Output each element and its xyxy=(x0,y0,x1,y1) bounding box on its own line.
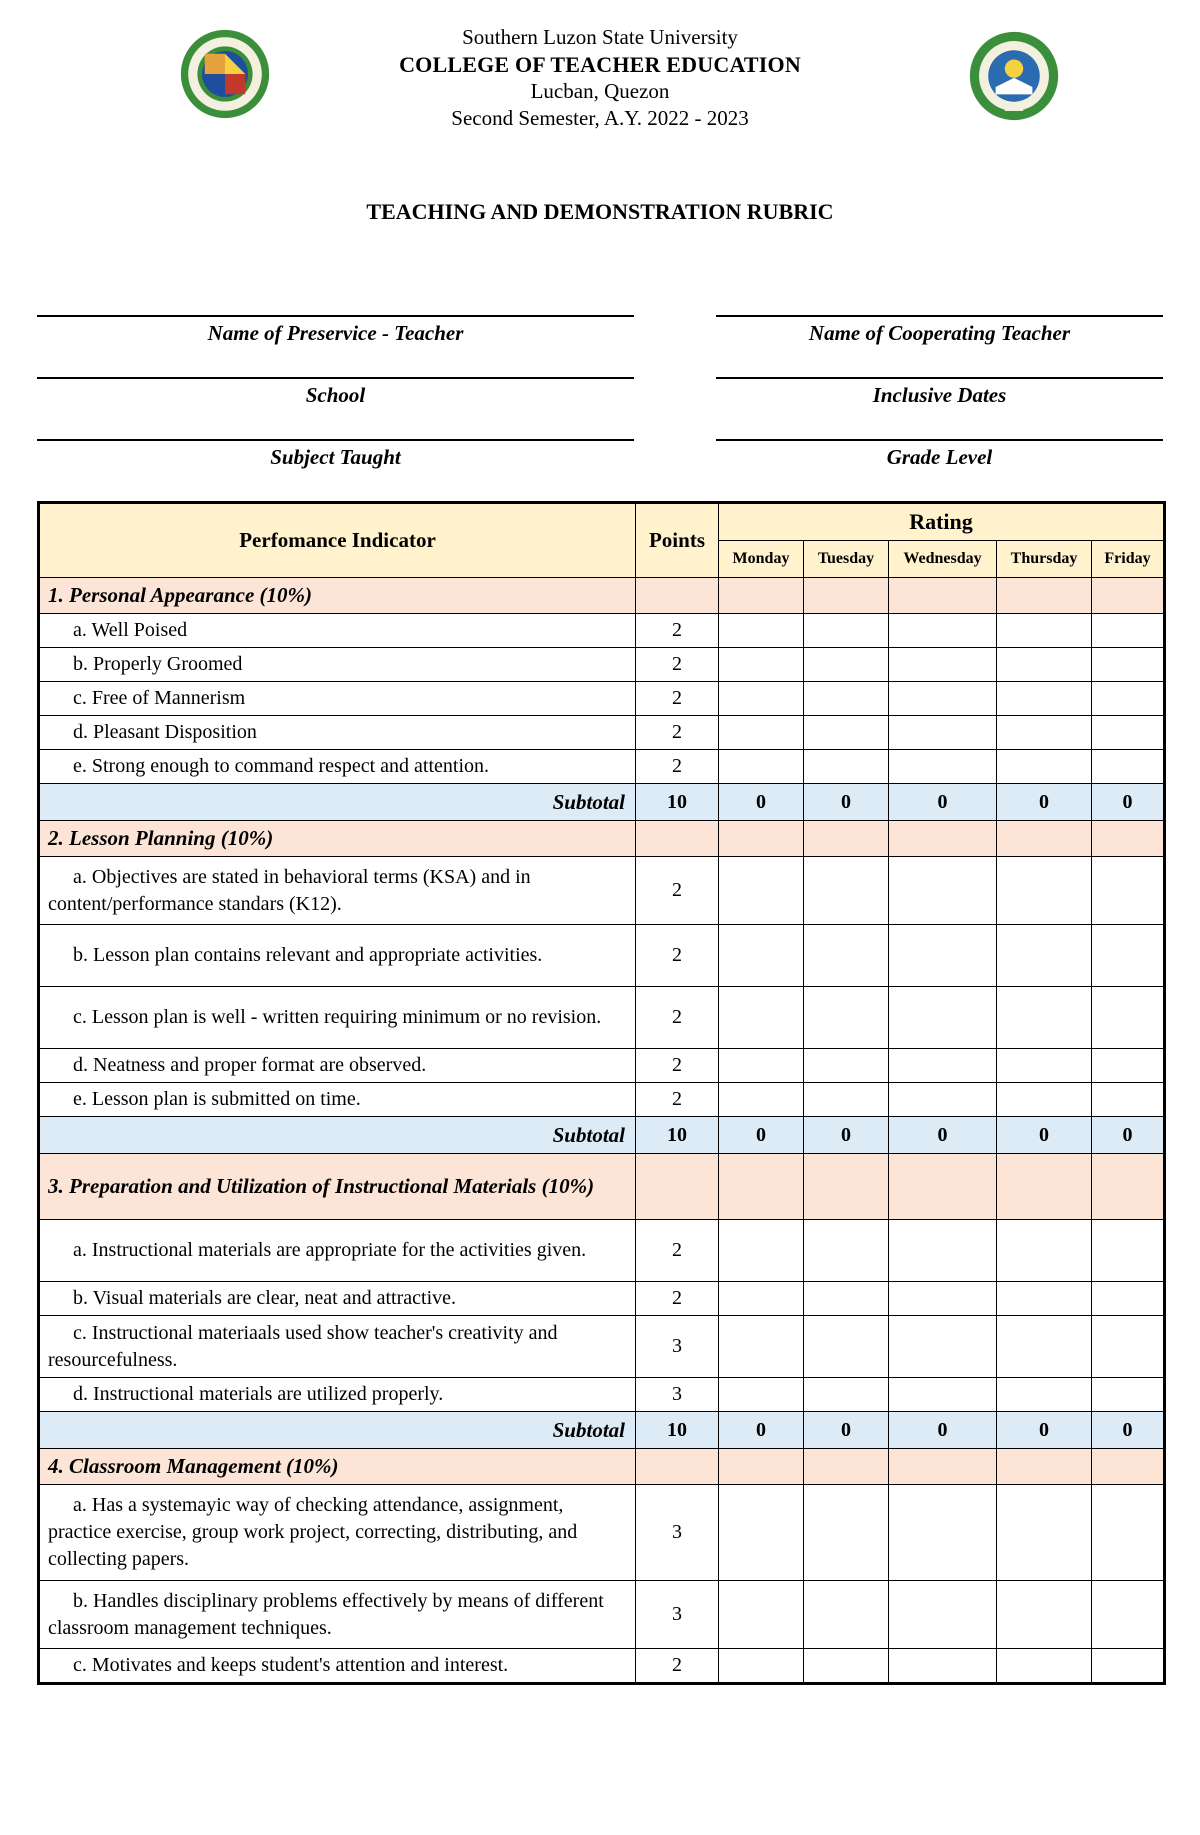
indicator-points: 2 xyxy=(636,750,719,784)
section-row xyxy=(39,821,1165,857)
table-row xyxy=(39,1581,1165,1649)
indicator-points: 2 xyxy=(636,1049,719,1083)
university-name: Southern Luzon State University xyxy=(462,25,738,49)
indicator-points: 2 xyxy=(636,1220,719,1282)
rating-cell[interactable] xyxy=(889,750,997,784)
rating-cell[interactable] xyxy=(1092,682,1165,716)
indicator-text: b. Lesson plan contains relevant and appropriate activities. xyxy=(39,925,636,987)
table-row xyxy=(39,1049,1165,1083)
rating-cell[interactable] xyxy=(1092,1649,1165,1684)
rating-cell[interactable] xyxy=(1092,1485,1165,1581)
indicator-points: 2 xyxy=(636,682,719,716)
indicator-header: Perfomance Indicator xyxy=(39,503,636,578)
rating-cell[interactable] xyxy=(889,1049,997,1083)
table-row xyxy=(39,1083,1165,1117)
day-header-friday: Friday xyxy=(1092,541,1165,578)
inclusive-dates-field[interactable]: Inclusive Dates xyxy=(716,377,1163,408)
rating-cell[interactable] xyxy=(997,1220,1092,1282)
preservice-teacher-field[interactable]: Name of Preservice - Teacher xyxy=(37,315,634,346)
indicator-points: 3 xyxy=(636,1316,719,1378)
rating-cell[interactable] xyxy=(719,1378,804,1412)
indicator-text: b. Visual materials are clear, neat and attractive. xyxy=(39,1282,636,1316)
rating-cell[interactable] xyxy=(719,648,804,682)
rating-cell[interactable] xyxy=(997,1581,1092,1649)
table-row xyxy=(39,716,1165,750)
subtotal-row xyxy=(39,1117,1165,1154)
subtotal-rating: 0 xyxy=(889,1117,997,1154)
indicator-text: d. Neatness and proper format are observed. xyxy=(39,1049,636,1083)
indicator-text: c. Motivates and keeps student's attention and interest. xyxy=(39,1649,636,1684)
subtotal-rating: 0 xyxy=(1092,784,1165,821)
rating-cell[interactable] xyxy=(719,925,804,987)
subtotal-row xyxy=(39,1412,1165,1449)
rating-cell[interactable] xyxy=(997,1083,1092,1117)
rating-cell[interactable] xyxy=(1092,1316,1165,1378)
subtotal-label: Subtotal xyxy=(39,784,636,821)
subtotal-rating: 0 xyxy=(1092,1117,1165,1154)
rating-cell[interactable] xyxy=(1092,1083,1165,1117)
rating-cell[interactable] xyxy=(889,648,997,682)
rating-cell[interactable] xyxy=(804,614,889,648)
rating-cell[interactable] xyxy=(804,682,889,716)
college-location: Lucban, Quezon xyxy=(530,79,670,103)
indicator-text: b. Properly Groomed xyxy=(39,648,636,682)
rating-cell[interactable] xyxy=(719,614,804,648)
rating-cell[interactable] xyxy=(889,614,997,648)
subject-taught-field[interactable]: Subject Taught xyxy=(37,439,634,470)
indicator-points: 2 xyxy=(636,857,719,925)
rating-cell[interactable] xyxy=(889,1378,997,1412)
table-row xyxy=(39,648,1165,682)
rating-cell[interactable] xyxy=(997,857,1092,925)
rating-cell[interactable] xyxy=(719,682,804,716)
points-header: Points xyxy=(636,503,719,578)
rating-cell[interactable] xyxy=(804,1220,889,1282)
subtotal-rating: 0 xyxy=(719,1117,804,1154)
rating-cell[interactable] xyxy=(889,1220,997,1282)
indicator-points: 3 xyxy=(636,1581,719,1649)
grade-level-field[interactable]: Grade Level xyxy=(716,439,1163,470)
rating-cell[interactable] xyxy=(997,648,1092,682)
college-name: COLLEGE OF TEACHER EDUCATION xyxy=(399,52,801,77)
rating-cell[interactable] xyxy=(997,987,1092,1049)
rating-cell[interactable] xyxy=(997,1049,1092,1083)
section-title: 4. Classroom Management (10%) xyxy=(39,1449,636,1485)
rating-cell[interactable] xyxy=(719,750,804,784)
rating-cell[interactable] xyxy=(1092,987,1165,1049)
rating-cell[interactable] xyxy=(804,1485,889,1581)
indicator-points: 2 xyxy=(636,987,719,1049)
rating-cell[interactable] xyxy=(719,1083,804,1117)
rating-cell[interactable] xyxy=(719,1485,804,1581)
rating-cell[interactable] xyxy=(1092,750,1165,784)
subtotal-rating: 0 xyxy=(804,1412,889,1449)
day-header-wednesday: Wednesday xyxy=(889,541,997,578)
rating-cell[interactable] xyxy=(804,1316,889,1378)
school-field[interactable]: School xyxy=(37,377,634,408)
rating-cell[interactable] xyxy=(719,1220,804,1282)
rating-cell[interactable] xyxy=(1092,1220,1165,1282)
section-row xyxy=(39,1449,1165,1485)
rating-cell[interactable] xyxy=(1092,1581,1165,1649)
indicator-points: 3 xyxy=(636,1485,719,1581)
indicator-text: e. Strong enough to command respect and attention. xyxy=(39,750,636,784)
rating-cell[interactable] xyxy=(1092,614,1165,648)
table-row xyxy=(39,1485,1165,1581)
rubric-title: TEACHING AND DEMONSTRATION RUBRIC xyxy=(366,199,834,224)
subtotal-rating: 0 xyxy=(1092,1412,1165,1449)
rating-cell[interactable] xyxy=(804,925,889,987)
rating-cell[interactable] xyxy=(889,716,997,750)
rating-cell[interactable] xyxy=(889,857,997,925)
rating-cell[interactable] xyxy=(804,1581,889,1649)
rating-cell[interactable] xyxy=(804,1049,889,1083)
subtotal-rating: 0 xyxy=(719,784,804,821)
rating-cell[interactable] xyxy=(804,750,889,784)
rating-cell[interactable] xyxy=(889,1485,997,1581)
rating-cell[interactable] xyxy=(997,716,1092,750)
table-row xyxy=(39,987,1165,1049)
indicator-points: 2 xyxy=(636,925,719,987)
subtotal-rating: 0 xyxy=(997,784,1092,821)
rating-cell[interactable] xyxy=(1092,1282,1165,1316)
indicator-points: 2 xyxy=(636,716,719,750)
rating-cell[interactable] xyxy=(719,857,804,925)
indicator-text: a. Objectives are stated in behavioral terms (KSA) and in content/performance standars (K12). xyxy=(39,857,636,925)
rating-cell[interactable] xyxy=(889,925,997,987)
table-row xyxy=(39,1220,1165,1282)
rubric-table xyxy=(37,501,1166,1685)
indicator-points: 2 xyxy=(636,1282,719,1316)
document-header xyxy=(0,24,1200,132)
rating-cell[interactable] xyxy=(804,1378,889,1412)
rating-cell[interactable] xyxy=(889,1581,997,1649)
section-title: 1. Personal Appearance (10%) xyxy=(39,578,636,614)
section-row xyxy=(39,578,1165,614)
subtotal-rating: 0 xyxy=(997,1117,1092,1154)
subtotal-rating: 0 xyxy=(889,1412,997,1449)
rating-header: Rating xyxy=(719,503,1165,541)
table-row xyxy=(39,1282,1165,1316)
rating-cell[interactable] xyxy=(719,1581,804,1649)
rating-cell[interactable] xyxy=(804,1649,889,1684)
semester-line: Second Semester, A.Y. 2022 - 2023 xyxy=(451,106,749,130)
indicator-text: c. Lesson plan is well - written requiring minimum or no revision. xyxy=(39,987,636,1049)
table-row xyxy=(39,614,1165,648)
subtotal-row xyxy=(39,784,1165,821)
rating-cell[interactable] xyxy=(719,987,804,1049)
rating-cell[interactable] xyxy=(997,614,1092,648)
subtotal-points: 10 xyxy=(636,1117,719,1154)
cooperating-teacher-field[interactable]: Name of Cooperating Teacher xyxy=(716,315,1163,346)
subtotal-rating: 0 xyxy=(719,1412,804,1449)
subtotal-label: Subtotal xyxy=(39,1412,636,1449)
rating-cell[interactable] xyxy=(997,1282,1092,1316)
rating-cell[interactable] xyxy=(719,1316,804,1378)
rating-cell[interactable] xyxy=(804,716,889,750)
table-row xyxy=(39,1378,1165,1412)
rating-cell[interactable] xyxy=(1092,925,1165,987)
subtotal-points: 10 xyxy=(636,1412,719,1449)
rating-cell[interactable] xyxy=(889,1083,997,1117)
rating-cell[interactable] xyxy=(1092,857,1165,925)
subtotal-rating: 0 xyxy=(804,1117,889,1154)
rating-cell[interactable] xyxy=(804,1083,889,1117)
indicator-text: d. Pleasant Disposition xyxy=(39,716,636,750)
table-row xyxy=(39,682,1165,716)
indicator-points: 2 xyxy=(636,614,719,648)
day-header-thursday: Thursday xyxy=(997,541,1092,578)
rating-cell[interactable] xyxy=(889,1316,997,1378)
rating-cell[interactable] xyxy=(1092,1378,1165,1412)
rating-cell[interactable] xyxy=(997,1378,1092,1412)
indicator-text: a. Has a systemayic way of checking attendance, assignment, practice exercise, group work project, correcting, distributing, and collecting papers. xyxy=(39,1485,636,1581)
table-row xyxy=(39,925,1165,987)
indicator-text: a. Well Poised xyxy=(39,614,636,648)
table-row xyxy=(39,750,1165,784)
subtotal-rating: 0 xyxy=(997,1412,1092,1449)
indicator-text: a. Instructional materials are appropriate for the activities given. xyxy=(39,1220,636,1282)
day-header-tuesday: Tuesday xyxy=(804,541,889,578)
indicator-points: 3 xyxy=(636,1378,719,1412)
rating-cell[interactable] xyxy=(719,1049,804,1083)
rating-cell[interactable] xyxy=(997,750,1092,784)
subtotal-rating: 0 xyxy=(889,784,997,821)
table-row xyxy=(39,1649,1165,1684)
rating-cell[interactable] xyxy=(889,682,997,716)
rating-cell[interactable] xyxy=(997,1649,1092,1684)
rating-cell[interactable] xyxy=(997,1316,1092,1378)
indicator-text: e. Lesson plan is submitted on time. xyxy=(39,1083,636,1117)
section-row xyxy=(39,1154,1165,1220)
indicator-text: c. Free of Mannerism xyxy=(39,682,636,716)
table-row xyxy=(39,1316,1165,1378)
indicator-points: 2 xyxy=(636,1649,719,1684)
indicator-points: 2 xyxy=(636,1083,719,1117)
rating-cell[interactable] xyxy=(889,1282,997,1316)
subtotal-label: Subtotal xyxy=(39,1117,636,1154)
rating-cell[interactable] xyxy=(1092,1049,1165,1083)
rating-cell[interactable] xyxy=(889,987,997,1049)
rating-cell[interactable] xyxy=(997,1485,1092,1581)
subtotal-points: 10 xyxy=(636,784,719,821)
day-header-monday: Monday xyxy=(719,541,804,578)
table-row xyxy=(39,857,1165,925)
rating-cell[interactable] xyxy=(889,1649,997,1684)
indicator-text: b. Handles disciplinary problems effectively by means of different classroom management techniques. xyxy=(39,1581,636,1649)
rating-cell[interactable] xyxy=(997,682,1092,716)
subtotal-rating: 0 xyxy=(804,784,889,821)
rating-cell[interactable] xyxy=(1092,648,1165,682)
rating-cell[interactable] xyxy=(804,1282,889,1316)
rating-cell[interactable] xyxy=(719,1649,804,1684)
section-title: 2. Lesson Planning (10%) xyxy=(39,821,636,857)
rating-cell[interactable] xyxy=(804,857,889,925)
section-title: 3. Preparation and Utilization of Instructional Materials (10%) xyxy=(39,1154,636,1220)
rating-cell[interactable] xyxy=(1092,716,1165,750)
rating-cell[interactable] xyxy=(719,716,804,750)
indicator-points: 2 xyxy=(636,648,719,682)
rating-cell[interactable] xyxy=(997,925,1092,987)
rating-cell[interactable] xyxy=(804,648,889,682)
indicator-text: d. Instructional materials are utilized properly. xyxy=(39,1378,636,1412)
indicator-text: c. Instructional materiaals used show teacher's creativity and resourcefulness. xyxy=(39,1316,636,1378)
rating-cell[interactable] xyxy=(804,987,889,1049)
rating-cell[interactable] xyxy=(719,1282,804,1316)
